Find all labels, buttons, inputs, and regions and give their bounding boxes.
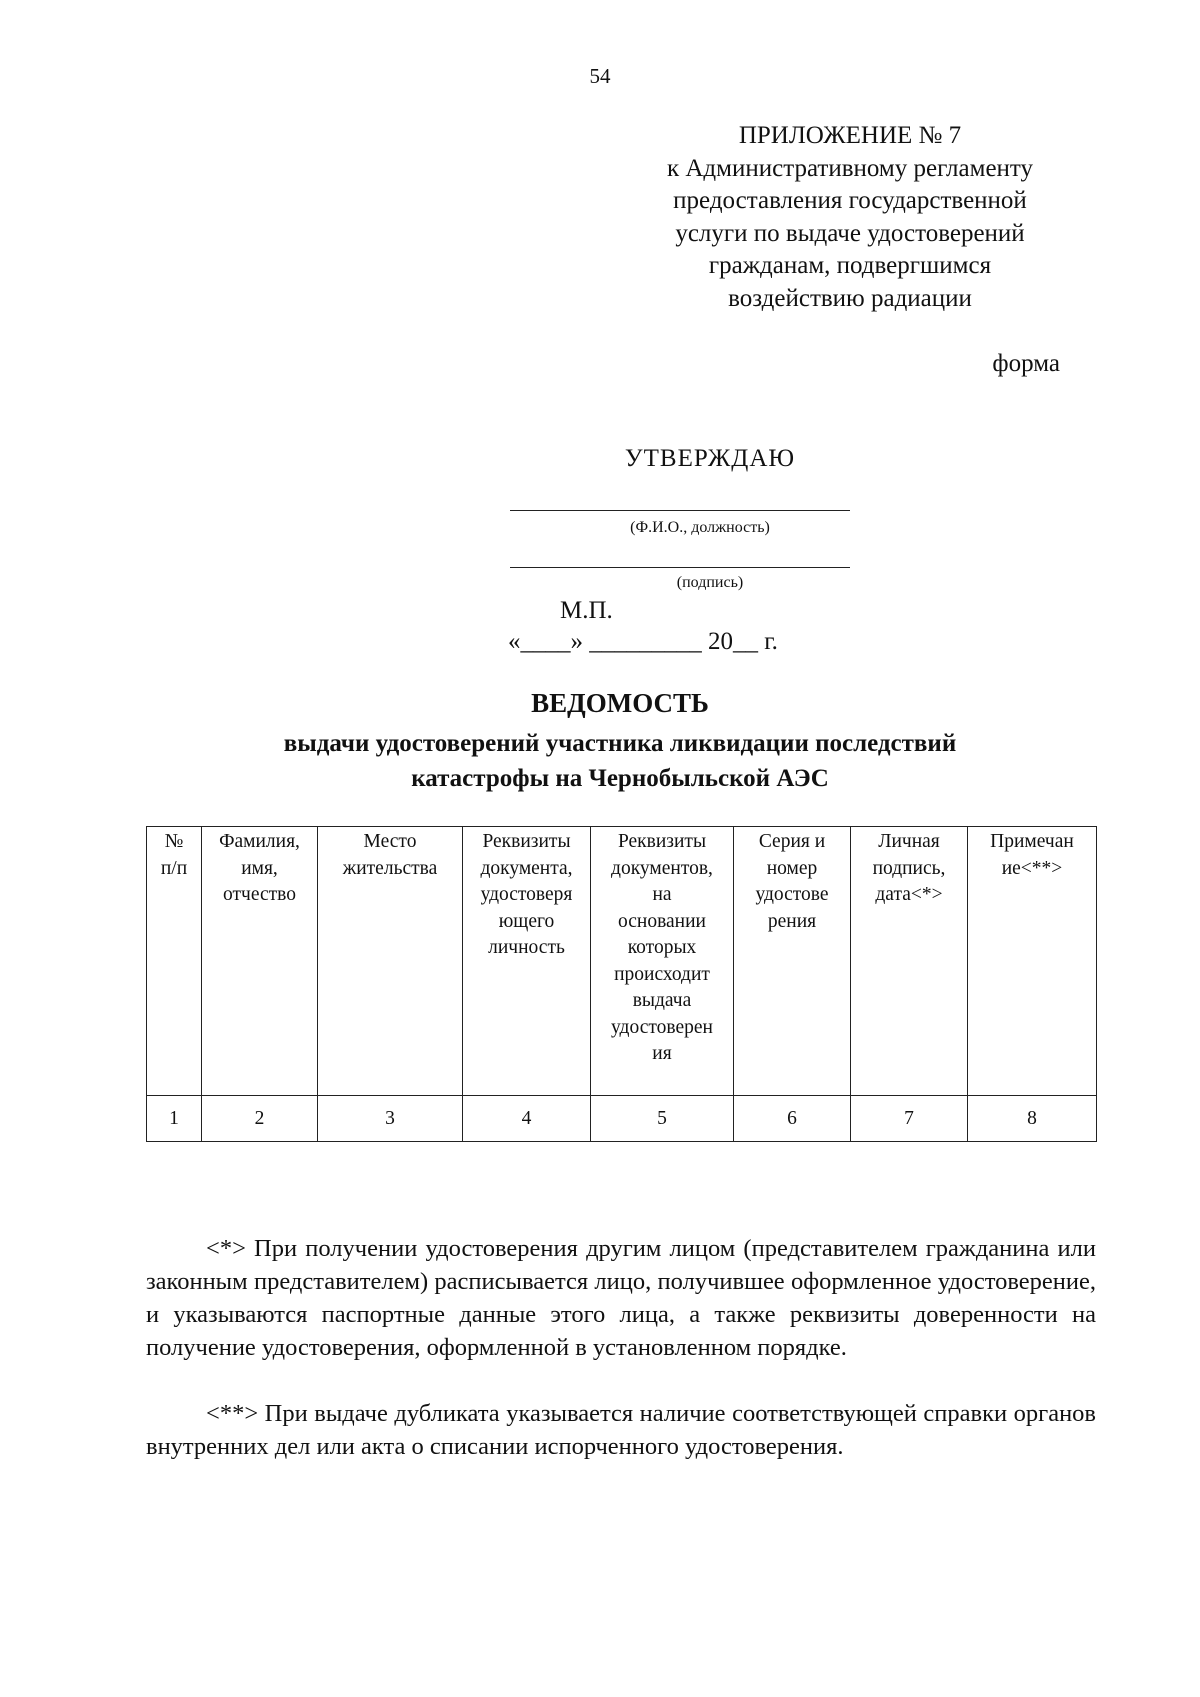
signature-caption: (подпись) [676,574,744,591]
col-header-notes: Примечан ие<**> [968,827,1097,1096]
document-subtitle [200,726,1040,796]
column-number-row [147,1096,1097,1142]
column-number: 3 [318,1096,463,1142]
name-position-line [510,510,850,511]
annex-line: гражданам, подвергшимся [708,252,992,279]
subtitle-line: катастрофы на Чернобыльской АЭС [411,765,829,792]
register-table [146,826,1097,1142]
annex-line: воздействию радиации [728,284,972,312]
name-position-caption: (Ф.И.О., должность) [630,519,770,536]
annex-line: услуги по выдаче удостоверений [675,219,1025,247]
annex-line: к Административному регламенту [666,154,1034,182]
footnote-text: <**> При выдаче дубликата указывается наличие соответствующей справки органов внутренних дел или акта о списании испорченного удостоверения. [146,1400,1096,1460]
col-header-basis-documents: Реквизиты документов, на основании которых происходит выдача удостоверен ия [591,827,734,1096]
footnote-text: <*> При получении удостоверения другим лицом (представителем гражданина или законным представителем) расписывается лицо, получившее оформленное удостоверение, и указываются паспортные данные этого лица, а также реквизиты доверенности на получение удостоверения, оформленной в установленном порядке. [146,1235,1096,1361]
approval-date-line: «____» _________ 20__ г. [508,628,778,655]
form-label: форма [992,350,1060,377]
column-number: 6 [734,1096,851,1142]
col-header-full-name: Фамилия, имя, отчество [202,827,318,1096]
page-number: 54 [589,64,611,88]
column-number: 7 [851,1096,968,1142]
column-number: 2 [202,1096,318,1142]
document-title: ВЕДОМОСТЬ [531,688,709,718]
column-number: 4 [463,1096,591,1142]
footnote-2 [146,1397,1096,1463]
annex-title: ПРИЛОЖЕНИЕ № 7 [738,122,962,149]
approval-heading: УТВЕРЖДАЮ [624,445,796,472]
column-number: 8 [968,1096,1097,1142]
col-header-certificate-number: Серия и номер удостове рения [734,827,851,1096]
footnote-1 [146,1232,1096,1364]
signature-line [510,567,850,568]
column-number: 5 [591,1096,734,1142]
column-number: 1 [147,1096,202,1142]
col-header-id-document: Реквизиты документа, удостоверя ющего личность [463,827,591,1096]
subtitle-line: выдачи удостоверений участника ликвидации последствий [283,730,957,757]
col-header-signature-date: Личная подпись, дата<*> [851,827,968,1096]
col-header-number: № п/п [147,827,202,1096]
header-row [147,827,1097,1096]
annex-line: предоставления государственной [673,187,1027,214]
col-header-residence: Место жительства [318,827,463,1096]
annex-block [600,120,1100,315]
stamp-placeholder: М.П. [560,597,613,624]
